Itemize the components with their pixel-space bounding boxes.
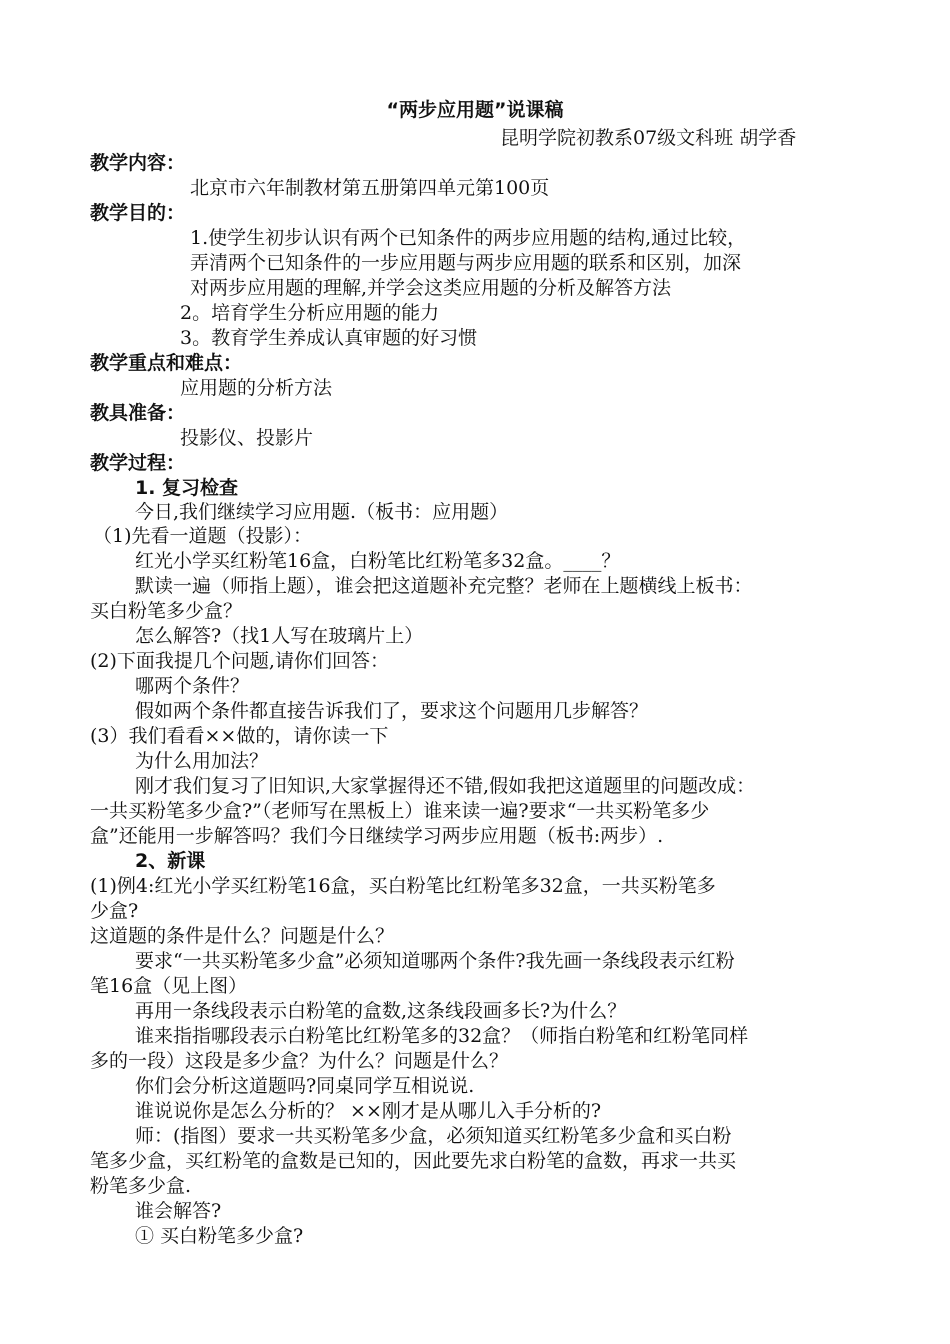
process-line: 多的一段）这段是多少盒？为什么？问题是什么？ [90,1050,509,1072]
process-line: ① 买白粉笔多少盒? [135,1225,304,1247]
process-line: 你们会分析这道题吗?同桌同学互相说说. [135,1075,475,1097]
process-line: 假如两个条件都直接告诉我们了，要求这个问题用几步解答？ [135,700,649,722]
process-line: 谁说说你是怎么分析的？ ××刚才是从哪儿入手分析的? [135,1100,602,1122]
process-line: （1)先看一道题（投影）： [93,525,313,547]
goals-heading: 教学目的： [90,202,186,224]
goal-line: 1.使学生初步认识有两个已知条件的两步应用题的结构,通过比较， [190,227,747,249]
process-line: 刚才我们复习了旧知识,大家掌握得还不错,假如我把这道题里的问题改成： [135,775,756,797]
goal-line: 3。教育学生养成认真审题的好习惯 [180,327,478,349]
process-line: 红光小学买红粉笔16盒，白粉笔比红粉笔多32盒。____？ [135,550,621,572]
key-text: 应用题的分析方法 [180,377,333,399]
process-line: 师：(指图）要求一共买粉笔多少盒，必须知道买红粉笔多少盒和买白粉 [135,1125,732,1147]
process-line: 这道题的条件是什么？问题是什么？ [90,925,395,947]
process-line: 买白粉笔多少盒？ [90,600,243,622]
process-line: 笔16盒（见上图） [90,975,248,997]
tools-text: 投影仪、投影片 [180,427,314,449]
process-line: 今日,我们继续学习应用题.（板书：应用题） [135,501,509,523]
goal-line: 弄清两个已知条件的一步应用题与两步应用题的联系和区别，加深 [190,252,742,274]
goal-line: 对两步应用题的理解,并学会这类应用题的分析及解答方法 [190,277,672,299]
process-line: 怎么解答?（找1人写在玻璃片上） [135,625,424,647]
process-line: 谁来指指哪段表示白粉笔比红粉笔多的32盒？（师指白粉笔和红粉笔同样 [135,1025,749,1047]
process-line: (3）我们看看××做的，请你读一下 [90,725,389,747]
process-line: 盒”还能用一步解答吗？我们今日继续学习两步应用题（板书:两步）. [90,825,664,847]
process-line: (1)例4:红光小学买红粉笔16盒，买白粉笔比红粉笔多32盒，一共买粉笔多 [90,875,716,897]
process-line: 少盒? [90,900,139,922]
process-line: (2)下面我提几个问题,请你们回答： [90,650,389,672]
process-line: 默读一遍（师指上题），谁会把这道题补充完整？老师在上题横线上板书： [135,575,753,597]
process-line: 一共买粉笔多少盒?”（老师写在黑板上）谁来读一遍?要求“一共买粉笔多少 [90,800,710,822]
process-line: 笔多少盒，买红粉笔的盒数是已知的，因此要先求白粉笔的盒数，再求一共买 [90,1150,737,1172]
process-heading: 教学过程： [90,452,186,474]
process-line: 哪两个条件？ [135,675,250,697]
tools-heading: 教具准备： [90,402,186,424]
new-lesson-subheading: 2、新课 [135,850,206,872]
content-heading: 教学内容： [90,152,186,174]
process-line: 为什么用加法？ [135,750,269,772]
document-title: “两步应用题”说课稿 [386,99,564,121]
author-line: 昆明学院初教系07级文科班 胡学香 [500,127,797,149]
process-line: 粉笔多少盒. [90,1175,192,1197]
goal-line: 2。培育学生分析应用题的能力 [180,302,440,324]
process-line: 要求“一共买粉笔多少盒”必须知道哪两个条件?我先画一条线段表示红粉 [135,950,735,972]
process-line: 谁会解答? [135,1200,222,1222]
key-heading: 教学重点和难点： [90,352,243,374]
review-subheading: 1. 复习检查 [135,477,239,499]
content-text: 北京市六年制教材第五册第四单元第100页 [190,177,550,199]
process-line: 再用一条线段表示白粉笔的盒数,这条线段画多长?为什么？ [135,1000,627,1022]
